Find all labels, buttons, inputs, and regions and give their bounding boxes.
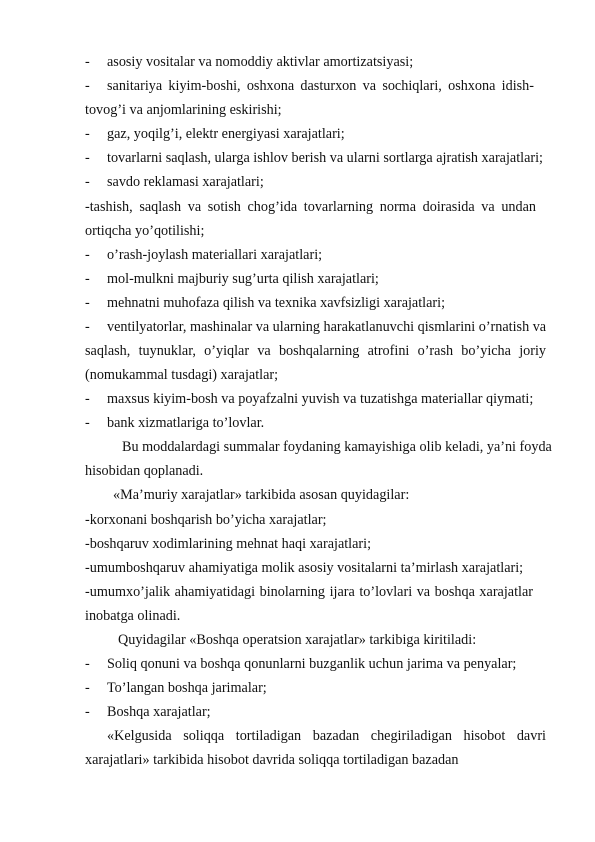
bullet-item: [85, 702, 546, 722]
text-line: inobatga olinadi.: [85, 608, 181, 624]
bullet-dash: -: [85, 704, 90, 720]
bullet-dash: -: [85, 54, 90, 70]
bullet-item: [85, 148, 546, 168]
text-line: -tashish, saqlash va sotish chog’ida tovarlarning norma doirasida va undan: [85, 199, 536, 215]
bullet-dash: -: [85, 319, 90, 335]
bullet-text: maxsus kiyim-bosh va poyafzalni yuvish va tuzatishga materiallar qiymati;: [107, 391, 534, 407]
bullet-item: [85, 317, 546, 337]
text-line: tovog’i va anjomlarining eskirishi;: [85, 102, 282, 118]
bullet-dash: -: [85, 78, 90, 94]
text-line: xarajatlari» tarkibida hisobot davrida soliqqa tortiladigan bazadan: [85, 752, 459, 768]
bullet-text: ventilyatorlar, mashinalar va ularning harakatlanuvchi qismlarini o’rnatish va: [107, 319, 547, 335]
bullet-dash: -: [85, 656, 90, 672]
bullet-text: bank xizmatlariga to’lovlar.: [107, 415, 265, 431]
bullet-text: mehnatni muhofaza qilish va texnika xavfsizligi xarajatlari;: [107, 295, 446, 311]
bullet-text: asosiy vositalar va nomoddiy aktivlar amortizatsiyasi;: [107, 54, 414, 70]
bullet-item: [85, 293, 546, 313]
text-line: -umumxo’jalik ahamiyatidagi binolarning ijara to’lovlari va boshqa xarajatlar: [85, 584, 533, 600]
bullet-item: [85, 76, 546, 96]
text-line: saqlash, tuynuklar, o’yiqlar va boshqalarning atrofini o’rash bo’yicha joriy: [85, 343, 546, 359]
bullet-dash: -: [85, 391, 90, 407]
bullet-text: gaz, yoqilg’i, elektr energiyasi xarajatlari;: [107, 126, 345, 142]
bullet-dash: -: [85, 150, 90, 166]
bullet-text: Soliq qonuni va boshqa qonunlarni buzganlik uchun jarima va penyalar;: [107, 656, 517, 672]
bullet-item: [85, 245, 546, 265]
bullet-dash: -: [85, 271, 90, 287]
text-line: -boshqaruv xodimlarining mehnat haqi xarajatlari;: [85, 536, 372, 552]
bullet-text: To’langan boshqa jarimalar;: [107, 680, 267, 696]
bullet-dash: -: [85, 174, 90, 190]
text-line: hisobidan qoplanadi.: [85, 463, 204, 479]
bullet-text: Boshqa xarajatlar;: [107, 704, 211, 720]
bullet-text: tovarlarni saqlash, ularga ishlov berish va ularni sortlarga ajratish xarajatlari;: [107, 150, 543, 166]
text-line: ortiqcha yo’qotilishi;: [85, 223, 205, 239]
bullet-dash: -: [85, 680, 90, 696]
text-line: Quyidagilar «Boshqa operatsion xarajatlar» tarkibiga kiritiladi:: [118, 632, 477, 648]
bullet-dash: -: [85, 247, 90, 263]
bullet-item: [85, 654, 546, 674]
bullet-dash: -: [85, 415, 90, 431]
text-line: -umumboshqaruv ahamiyatiga molik asosiy vositalarni ta’mirlash xarajatlari;: [85, 560, 524, 576]
text-line: -korxonani boshqarish bo’yicha xarajatlar;: [85, 512, 327, 528]
text-line: (nomukammal tusdagi) xarajatlar;: [85, 367, 279, 383]
bullet-text: savdo reklamasi xarajatlari;: [107, 174, 264, 190]
bullet-dash: -: [85, 295, 90, 311]
bullet-item: [85, 172, 546, 192]
bullet-dash: -: [85, 126, 90, 142]
bullet-item: [85, 413, 546, 433]
bullet-item: [85, 678, 546, 698]
bullet-text: mol-mulkni majburiy sug’urta qilish xarajatlari;: [107, 271, 379, 287]
text-line: «Kelgusida soliqqa tortiladigan bazadan chegiriladigan hisobot davri: [107, 728, 546, 744]
bullet-item: [85, 269, 546, 289]
bullet-text: o’rash-joylash materiallari xarajatlari;: [107, 247, 323, 263]
text-line: Bu moddalardagi summalar foydaning kamayishiga olib keladi, ya’ni foyda: [122, 439, 552, 455]
bullet-item: [85, 52, 546, 72]
bullet-text: sanitariya kiyim-boshi, oshxona dasturxon va sochiqlari, oshxona idish-: [107, 78, 534, 94]
bullet-item: [85, 389, 546, 409]
bullet-item: [85, 124, 546, 144]
text-line: «Ma’muriy xarajatlar» tarkibida asosan quyidagilar:: [113, 487, 410, 503]
